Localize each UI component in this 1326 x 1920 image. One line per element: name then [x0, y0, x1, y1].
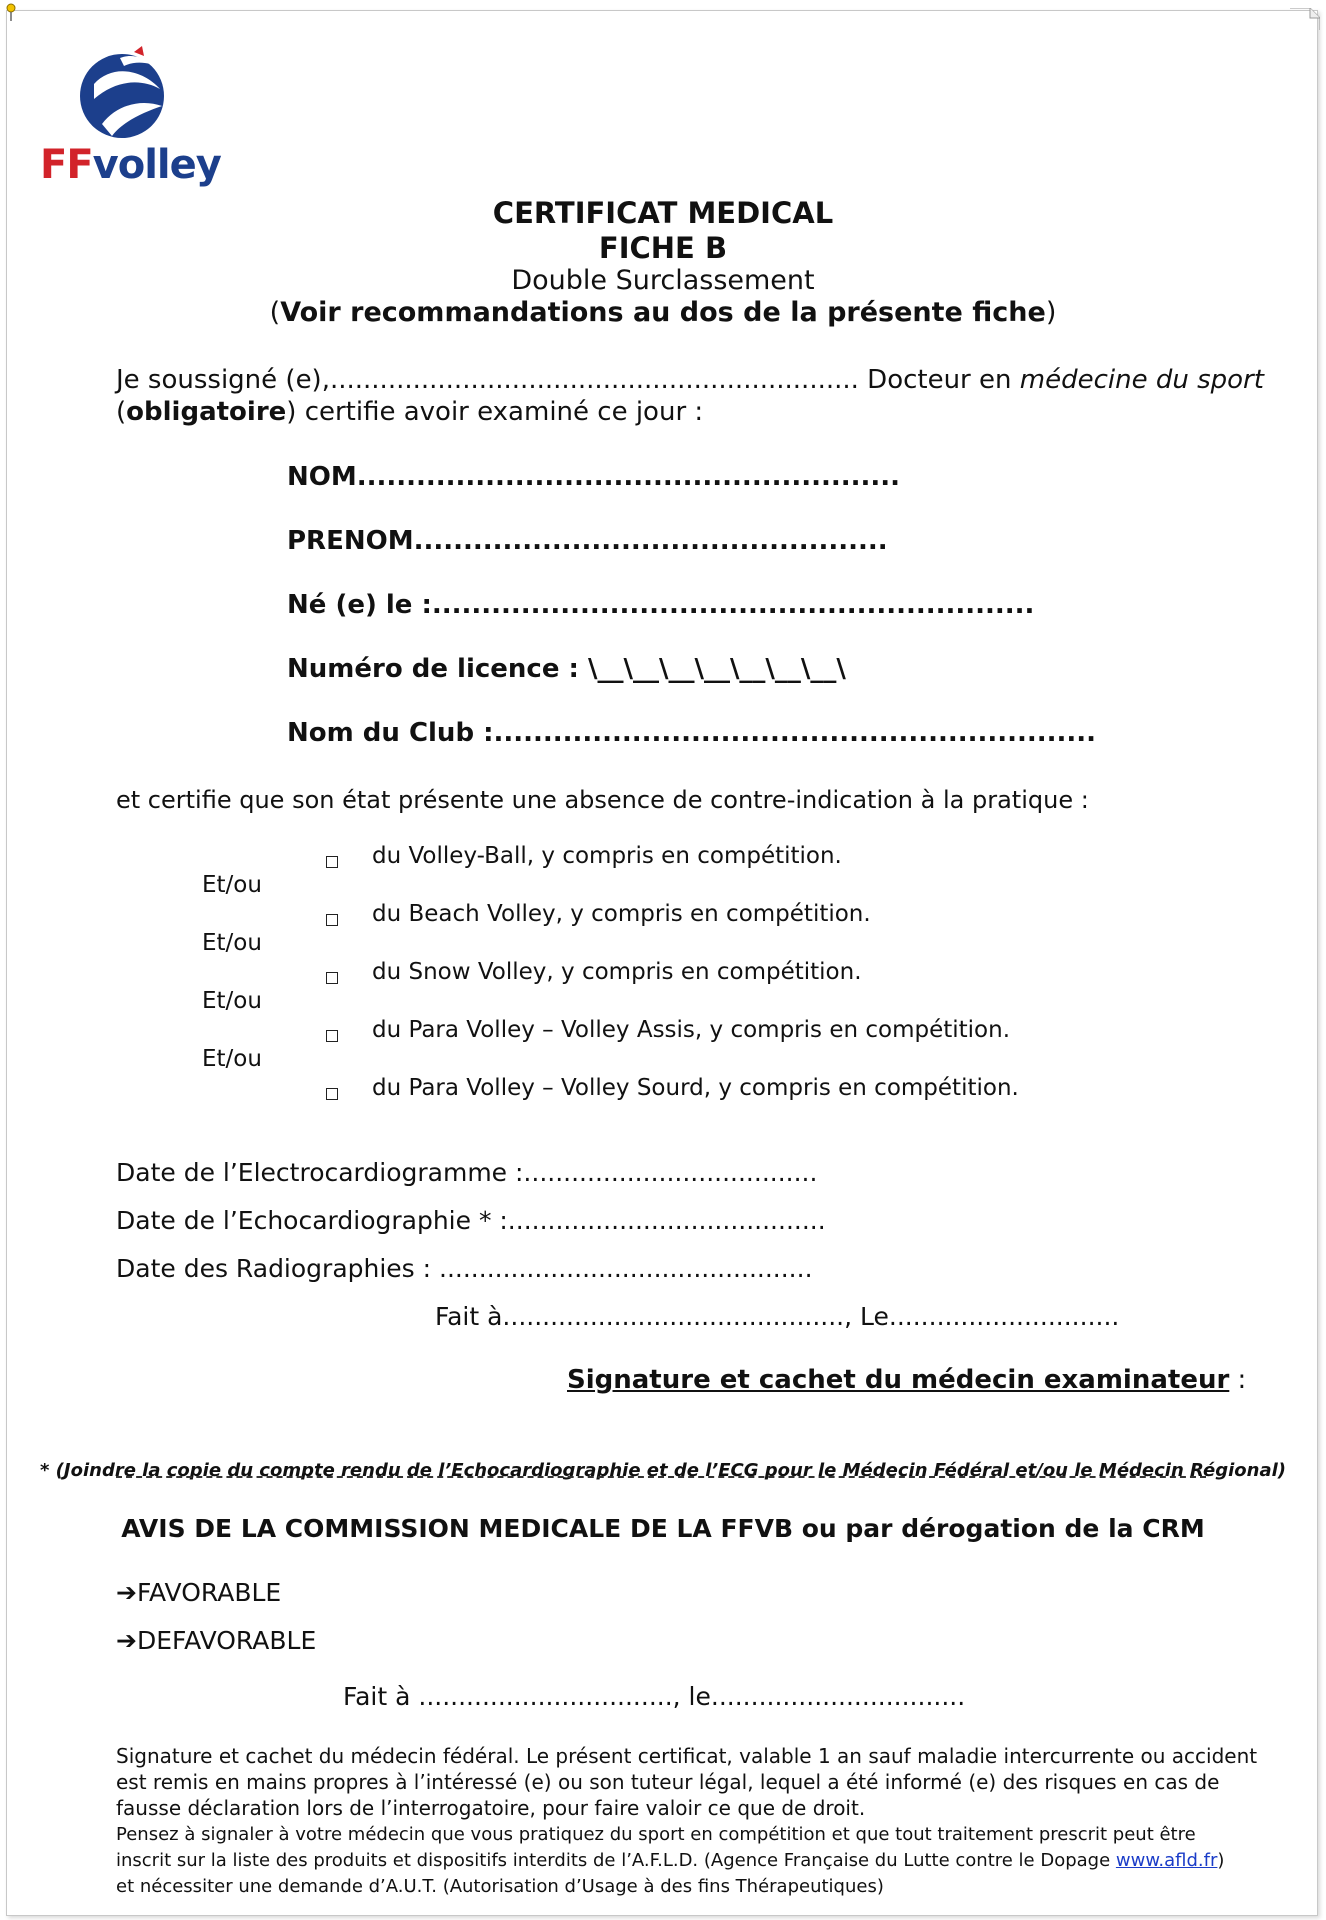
checkbox-volley-ball[interactable]	[326, 856, 338, 868]
and-or-label: Et/ou	[202, 930, 262, 956]
arrow-right-icon: ➔	[116, 1626, 137, 1655]
date-radiographies[interactable]: Date des Radiographies : ...............................................	[116, 1254, 813, 1283]
fait-a-line[interactable]: Fait à..........................................., Le.............................	[435, 1302, 1120, 1331]
field-nom[interactable]: NOM.......................................................	[287, 462, 900, 492]
checkbox-beach-volley[interactable]	[326, 914, 338, 926]
option-beach-volley: du Beach Volley, y compris en compétition.	[372, 901, 871, 927]
subtitle: Double Surclassement	[511, 265, 815, 296]
option-para-volley-assis: du Para Volley – Volley Assis, y compris en compétition.	[372, 1017, 1011, 1043]
commission-fait-a[interactable]: Fait à ................................, le................................	[343, 1682, 966, 1711]
pushpin-icon	[4, 2, 18, 22]
logo-volley: volley	[92, 142, 221, 188]
option-favorable[interactable]: ➔FAVORABLE	[116, 1578, 282, 1607]
logo-emblem-icon	[72, 44, 172, 144]
closing-line4: Pensez à signaler à votre médecin que vous pratiquez du sport en compétition et que tout traitement prescrit peut être	[116, 1824, 1196, 1845]
and-or-label: Et/ou	[202, 1046, 262, 1072]
date-echocardiographie[interactable]: Date de l’Echocardiographie * :........................................	[116, 1206, 826, 1235]
closing-line6: et nécessiter une demande d’A.U.T. (Autorisation d’Usage à des fins Thérapeutiques)	[116, 1876, 884, 1897]
logo-ff: FF	[40, 142, 93, 188]
intro-line1: Je soussigné (e),................................................................ Docteur en médecine du sport	[116, 365, 1264, 395]
closing-line1: Signature et cachet du médecin fédéral. Le présent certificat, valable 1 an sauf maladie intercurrente ou accident	[116, 1744, 1258, 1768]
title-line2: FICHE B	[598, 231, 728, 265]
field-nom-club[interactable]: Nom du Club :.............................................................	[287, 718, 1096, 748]
closing-line2: est remis en mains propres à l’intéressé (e) ou son tuteur légal, lequel a été informé (e) des risques en cas de	[116, 1770, 1220, 1794]
closing-line5: inscrit sur la liste des produits et dispositifs interdits de l’A.F.L.D. (Agence Française du Lutte contre le Dopage www.afld.fr)	[116, 1850, 1225, 1871]
date-ecg[interactable]: Date de l’Electrocardiogramme :.....................................	[116, 1158, 818, 1187]
intro-line2: (obligatoire) certifie avoir examiné ce jour :	[116, 397, 704, 427]
title-line1: CERTIFICAT MEDICAL	[492, 196, 834, 230]
arrow-right-icon: ➔	[116, 1578, 137, 1607]
signature-label: Signature et cachet du médecin examinateur :	[567, 1365, 1247, 1395]
option-snow-volley: du Snow Volley, y compris en compétition.	[372, 959, 862, 985]
field-date-naissance[interactable]: Né (e) le :.............................................................	[287, 590, 1035, 620]
separator-line	[116, 1476, 1206, 1478]
ffvolley-logo	[40, 44, 221, 194]
logo-wordmark	[40, 142, 221, 188]
commission-title: AVIS DE LA COMMISSION MEDICALE DE LA FFVB ou par dérogation de la CRM	[121, 1514, 1205, 1543]
recommendation-note: (Voir recommandations au dos de la présente fiche)	[269, 297, 1057, 328]
closing-line3: fausse déclaration lors de l’interrogatoire, pour faire valoir ce que de droit.	[116, 1796, 866, 1820]
option-volley-ball: du Volley-Ball, y compris en compétition.	[372, 843, 842, 869]
checkbox-para-volley-assis[interactable]	[326, 1030, 338, 1042]
field-numero-licence[interactable]: Numéro de licence : \__\__\__\__\__\__\__\	[287, 654, 846, 684]
and-or-label: Et/ou	[202, 872, 262, 898]
and-or-label: Et/ou	[202, 988, 262, 1014]
option-para-volley-sourd: du Para Volley – Volley Sourd, y compris en compétition.	[372, 1075, 1019, 1101]
footnote: * (Joindre la copie du compte rendu de l’Echocardiographie et de l’ECG pour le Médecin Fédéral et/ou le Médecin Régional)	[39, 1460, 1286, 1481]
afld-link[interactable]: www.afld.fr	[1115, 1850, 1218, 1871]
field-prenom[interactable]: PRENOM................................................	[287, 526, 888, 556]
option-defavorable[interactable]: ➔DEFAVORABLE	[116, 1626, 317, 1655]
certify-text: et certifie que son état présente une absence de contre-indication à la pratique :	[116, 786, 1089, 814]
checkbox-snow-volley[interactable]	[326, 972, 338, 984]
checkbox-para-volley-sourd[interactable]	[326, 1088, 338, 1100]
page-curl-icon	[1290, 8, 1320, 30]
